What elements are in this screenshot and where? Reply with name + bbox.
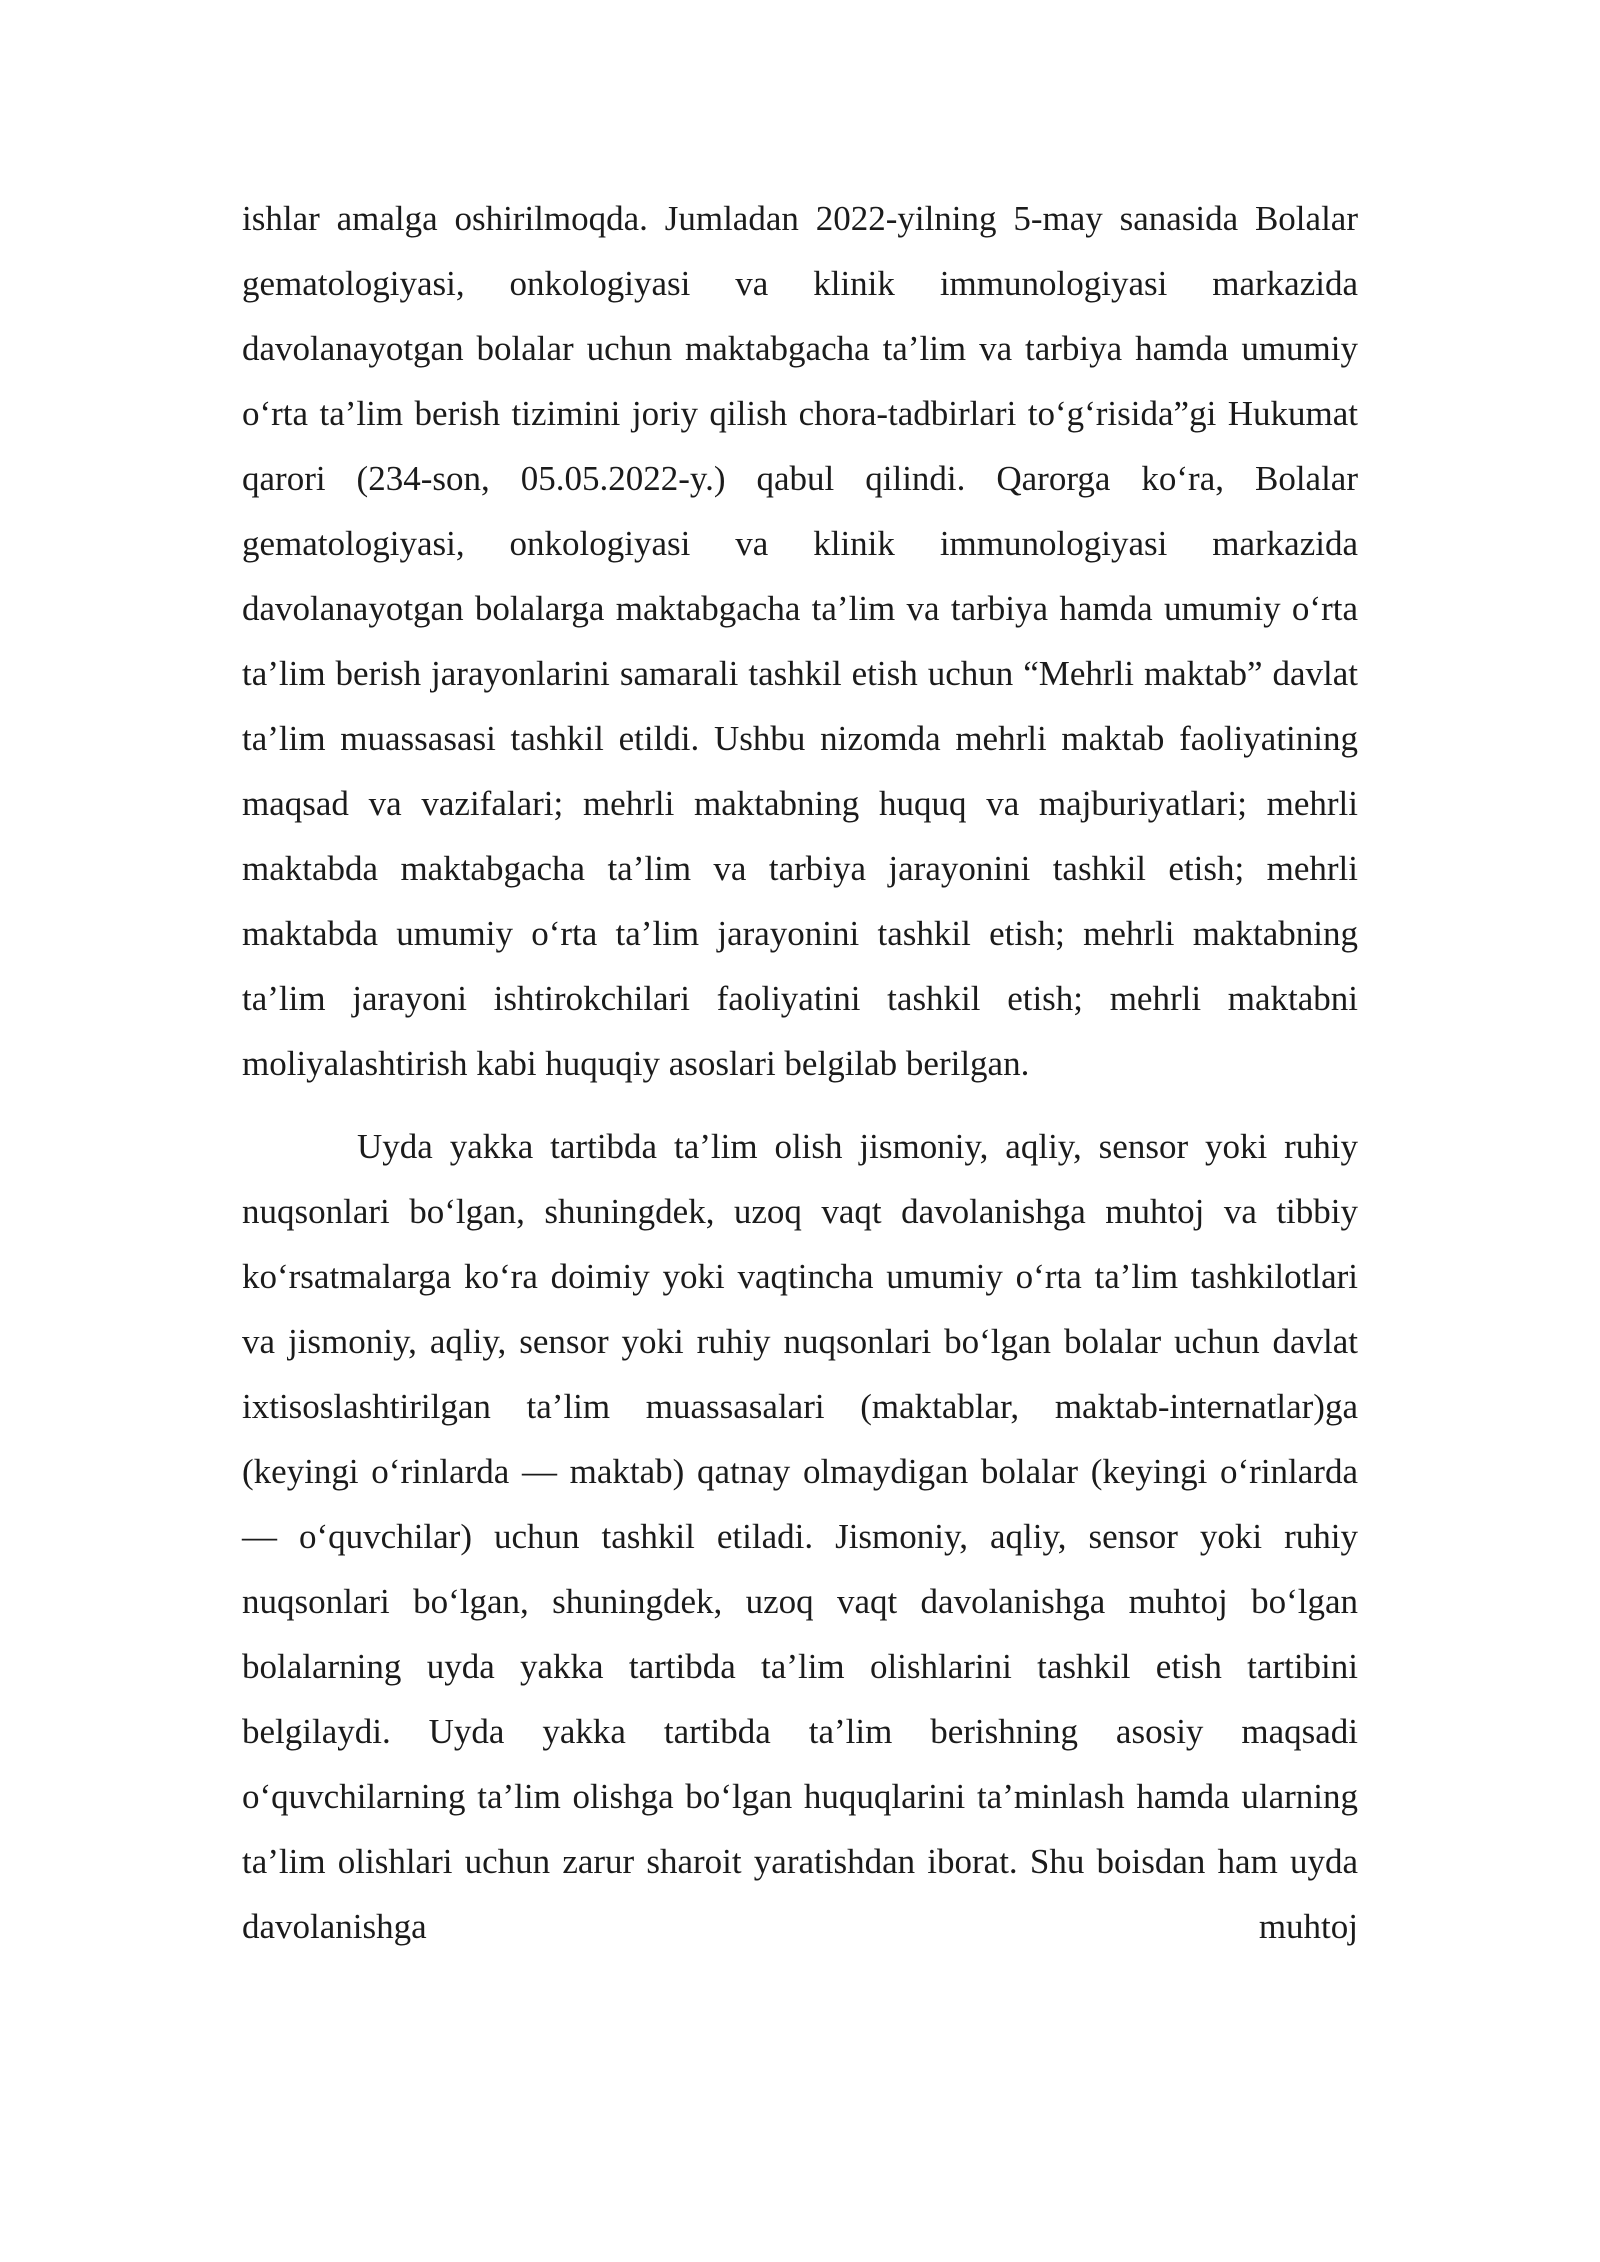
body-text [242, 186, 1358, 1959]
paragraph-2: Uyda yakka tartibda ta’lim olish jismoniy, aqliy, sensor yoki ruhiy nuqsonlari bo‘lgan, shuningdek, uzoq vaqt davolanishga muhtoj va tibbiy ko‘rsatmalarga ko‘ra doimiy yoki vaqtincha umumiy o‘rta ta’lim tashkilotlari va jismoniy, aqliy, sensor yoki ruhiy nuqsonlari bo‘lgan bolalar uchun davlat ixtisoslashtirilgan ta’lim muassasalari (maktablar, maktab-internatlar)ga (keyingi o‘rinlarda — maktab) qatnay olmaydigan bolalar (keyingi o‘rinlarda — o‘quvchilar) uchun tashkil etiladi. Jismoniy, aqliy, sensor yoki ruhiy nuqsonlari bo‘lgan, shuningdek, uzoq vaqt davolanishga muhtoj bo‘lgan bolalarning uyda yakka tartibda ta’lim olishlarini tashkil etish tartibini belgilaydi. Uyda yakka tartibda ta’lim berishning asosiy maqsadi o‘quvchilarning ta’lim olishga bo‘lgan huquqlarini ta’minlash hamda ularning ta’lim olishlari uchun zarur sharoit yaratishdan iborat. Shu boisdan ham uyda davolanishga muhtoj [242, 1127, 1358, 1946]
paragraph-1: ishlar amalga oshirilmoqda. Jumladan 2022-yilning 5-may sanasida Bolalar gematologiyasi, onkologiyasi va klinik immunologiyasi markazida davolanayotgan bolalar uchun maktabgacha ta’lim va tarbiya hamda umumiy o‘rta ta’lim berish tizimini joriy qilish chora-tadbirlari to‘g‘risida”gi Hukumat qarori (234-son, 05.05.2022-y.) qabul qilindi. Qarorga ko‘ra, Bolalar gematologiyasi, onkologiyasi va klinik immunologiyasi markazida davolanayotgan bolalarga maktabgacha ta’lim va tarbiya hamda umumiy o‘rta ta’lim berish jarayonlarini samarali tashkil etish uchun “Mehrli maktab” davlat ta’lim muassasasi tashkil etildi. Ushbu nizomda mehrli maktab faoliyatining maqsad va vazifalari; mehrli maktabning huquq va majburiyatlari; mehrli maktabda maktabgacha ta’lim va tarbiya jarayonini tashkil etish; mehrli maktabda umumiy o‘rta ta’lim jarayonini tashkil etish; mehrli maktabning ta’lim jarayoni ishtirokchilari faoliyatini tashkil etish; mehrli maktabni moliyalashtirish kabi huquqiy asoslari belgilab berilgan. [242, 199, 1358, 1083]
